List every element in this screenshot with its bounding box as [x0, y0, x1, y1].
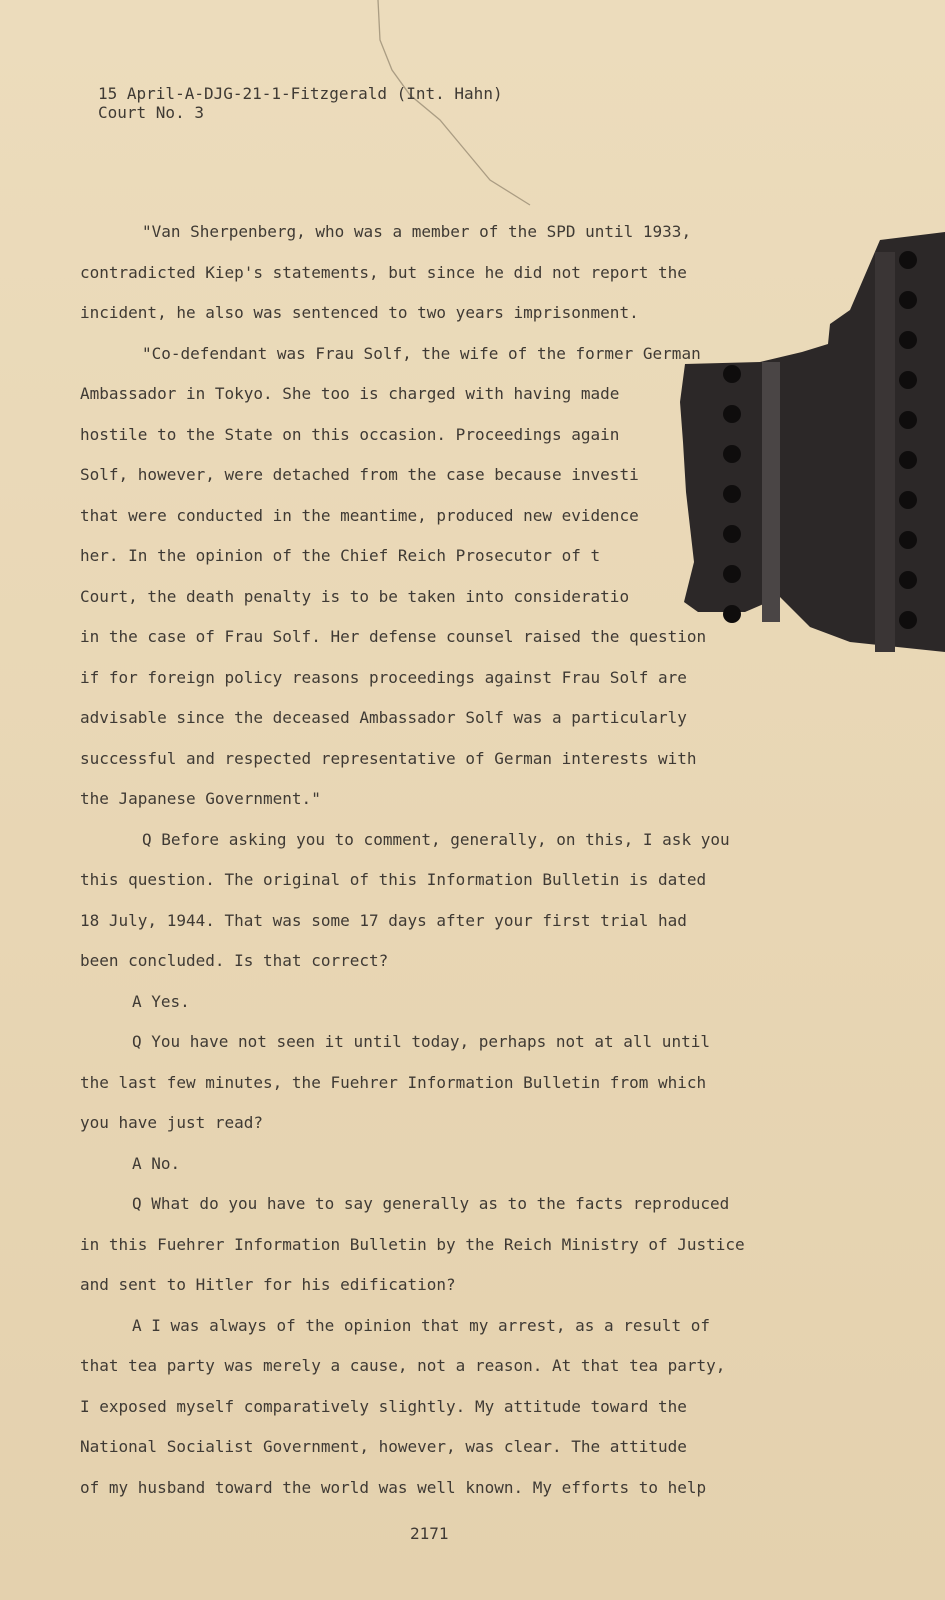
text-line: Solf, however, were detached from the case because investi	[80, 465, 639, 484]
text-line: hostile to the State on this occasion. Proceedings again	[80, 424, 620, 444]
text-line: that tea party was merely a cause, not a reason. At that tea party,	[80, 1356, 726, 1375]
text-line: advisable since the deceased Ambassador Solf was a particularly	[80, 708, 687, 727]
text-line: Ambassador in Tokyo. She too is charged with having made	[80, 384, 620, 403]
text-line: been concluded. Is that correct?	[80, 951, 389, 970]
text-line: Q You have not seen it until today, perhaps not at all until	[132, 1032, 710, 1051]
text-line: contradicted Kiep's statements, but since he did not report the	[80, 262, 687, 282]
text-line: National Socialist Government, however, was clear. The attitude	[80, 1437, 687, 1456]
text-line: in the case of Frau Solf. Her defense counsel raised the question	[80, 627, 707, 646]
text-line: this question. The original of this Information Bulletin is dated	[80, 870, 707, 889]
text-line: in this Fuehrer Information Bulletin by the Reich Ministry of Justice	[80, 1234, 745, 1254]
text-line: of my husband toward the world was well known. My efforts to help	[80, 1477, 707, 1497]
text-line: Q What do you have to say generally as to the facts reproduced	[132, 1194, 730, 1213]
text-line: incident, he also was sentenced to two years imprisonment.	[80, 303, 639, 322]
text-line: the last few minutes, the Fuehrer Information Bulletin from which	[80, 1072, 707, 1092]
document-header	[98, 84, 503, 122]
text-line: A No.	[132, 1153, 181, 1173]
text-line: and sent to Hitler for his edification?	[80, 1275, 456, 1294]
text-line: A I was always of the opinion that my arrest, as a result of	[132, 1315, 710, 1335]
text-line: her. In the opinion of the Chief Reich Prosecutor of t	[80, 546, 601, 565]
text-line: Court, the death penalty is to be taken into consideratio	[80, 586, 630, 606]
text-line: "Co-defendant was Frau Solf, the wife of the former German	[142, 343, 701, 363]
text-line: Q Before asking you to comment, generally, on this, I ask you	[142, 829, 730, 849]
text-line: A Yes.	[132, 991, 190, 1011]
text-line: I exposed myself comparatively slightly. My attitude toward the	[80, 1396, 687, 1416]
court-number: Court No. 3	[98, 103, 204, 122]
case-reference: 15 April-A-DJG-21-1-Fitzgerald (Int. Hahn)	[98, 84, 503, 103]
text-line: 18 July, 1944. That was some 17 days after your first trial had	[80, 910, 687, 930]
text-line: successful and respected representative of German interests with	[80, 748, 697, 768]
text-line: if for foreign policy reasons proceedings against Frau Solf are	[80, 667, 687, 687]
text-line: you have just read?	[80, 1113, 264, 1132]
text-line: "Van Sherpenberg, who was a member of the SPD until 1933,	[142, 222, 692, 241]
torn-binding-hole-area	[680, 232, 945, 662]
text-line: the Japanese Government."	[80, 789, 321, 808]
text-line: that were conducted in the meantime, produced new evidence	[80, 505, 639, 525]
page-number: 2171	[410, 1524, 449, 1543]
